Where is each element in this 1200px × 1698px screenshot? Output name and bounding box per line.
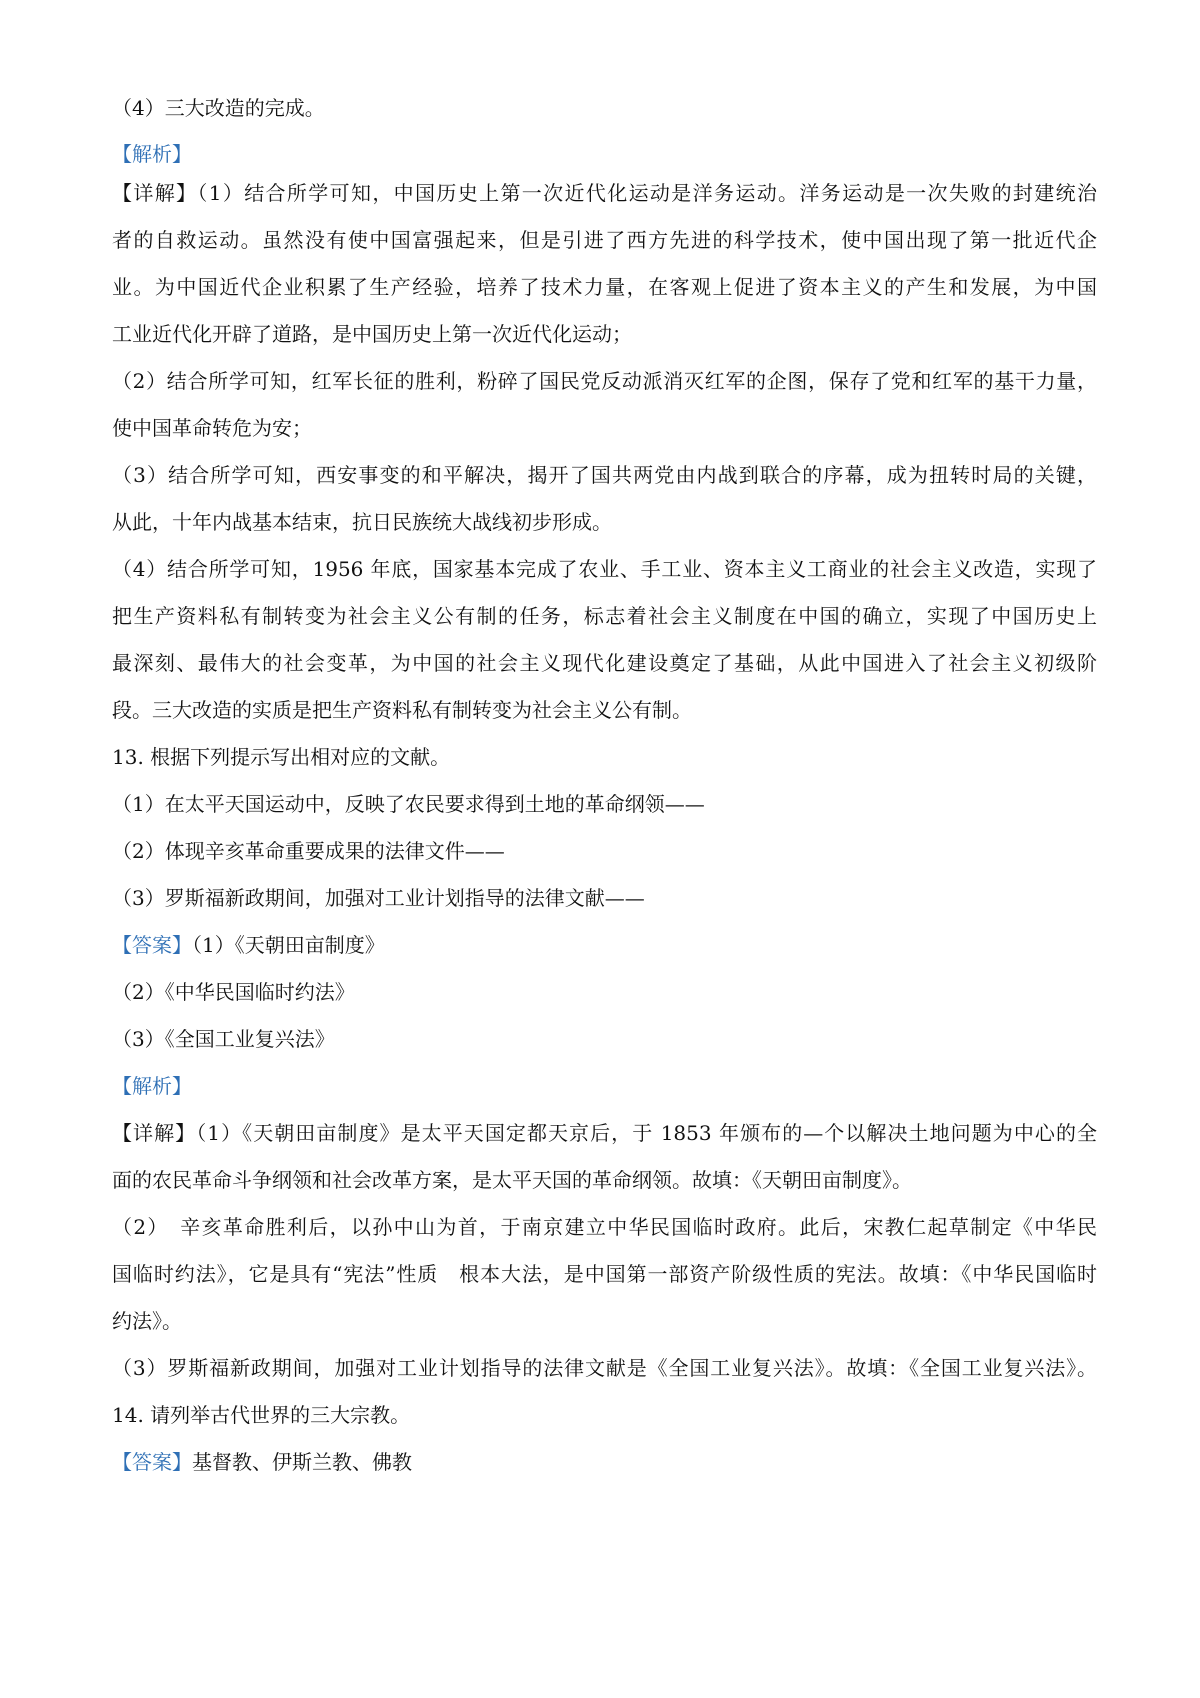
detail-block-1 (112, 170, 1097, 1486)
text: 国临时约法》，它是具有“宪法”性质 根本大法，是中国第一部资产阶级性质的宪法。故填：《中华民国临时 (112, 1262, 1097, 1286)
paragraph-line (112, 217, 1097, 264)
text: 基督教、伊斯兰教、佛教 (192, 1450, 412, 1474)
paragraph-line (112, 1345, 1097, 1392)
paragraph-line (112, 546, 1097, 593)
paragraph-line (112, 1110, 1097, 1157)
text: （2） 辛亥革命胜利后，以孙中山为首，于南京建立中华民国临时政府。此后，宋教仁起草制定《中华民 (112, 1215, 1097, 1239)
text: 面的农民革命斗争纲领和社会改革方案，是太平天国的革命纲领。故填：《天朝田亩制度》。 (112, 1168, 912, 1192)
text: 使中国革命转危为安； (112, 416, 312, 440)
text: 者的自救运动。虽然没有使中国富强起来，但是引进了西方先进的科学技术，使中国出现了第一批近代企 (112, 228, 1097, 252)
paragraph-line (112, 687, 1097, 734)
answer-line (112, 969, 1097, 1016)
text: 从此，十年内战基本结束，抗日民族统大战线初步形成。 (112, 510, 612, 534)
paragraph-line (112, 358, 1097, 405)
text: （1）《天朝田亩制度》是太平天国定都天京后，于 1853 年颁布的—个以解决土地问题为中心的全 (196, 1121, 1097, 1145)
paragraph-line (112, 593, 1097, 640)
question-13-part-1 (112, 781, 1097, 828)
analysis-tag: 【解析】 (112, 142, 192, 166)
text: （2）体现辛亥革命重要成果的法律文件—— (112, 839, 505, 863)
paragraph-line (112, 1251, 1097, 1298)
question-13-part-2 (112, 828, 1097, 875)
text: （1）《天朝田亩制度》 (192, 933, 385, 957)
question-14 (112, 1392, 1097, 1439)
analysis-tag: 【解析】 (112, 1074, 192, 1098)
answer-tag: 【答案】 (112, 933, 192, 957)
text: （3）《全国工业复兴法》 (112, 1027, 335, 1051)
text: （1）结合所学可知，中国历史上第一次近代化运动是洋务运动。洋务运动是一次失败的封建统治 (197, 181, 1097, 205)
paragraph-line (112, 1157, 1097, 1204)
text: 13. 根据下列提示写出相对应的文献。 (112, 745, 451, 769)
question-13-part-3 (112, 875, 1097, 922)
text: 14. 请列举古代世界的三大宗教。 (112, 1403, 411, 1427)
text: （2）《中华民国临时约法》 (112, 980, 355, 1004)
text: （3）结合所学可知，西安事变的和平解决，揭开了国共两党由内战到联合的序幕，成为扭转时局的关键， (112, 463, 1097, 487)
detail-tag: 【详解】 (112, 181, 198, 205)
text: 把生产资料私有制转变为社会主义公有制的任务，标志着社会主义制度在中国的确立，实现了中国历史上 (112, 604, 1097, 628)
paragraph-line (112, 264, 1097, 311)
text: （3）罗斯福新政期间，加强对工业计划指导的法律文献—— (112, 886, 645, 910)
paragraph-line (112, 1298, 1097, 1345)
text: 段。三大改造的实质是把生产资料私有制转变为社会主义公有制。 (112, 698, 692, 722)
text: （1）在太平天国运动中，反映了农民要求得到土地的革命纲领—— (112, 792, 705, 816)
paragraph-line (112, 405, 1097, 452)
analysis-heading (112, 140, 192, 168)
text: （3）罗斯福新政期间，加强对工业计划指导的法律文献是《全国工业复兴法》。故填：《全国工业复兴法》。 (112, 1356, 1097, 1380)
paragraph-line (112, 170, 1097, 217)
detail-tag: 【详解】 (112, 1121, 197, 1145)
answer-tag: 【答案】 (112, 1450, 192, 1474)
paragraph-line (112, 1204, 1097, 1251)
question-13 (112, 734, 1097, 781)
answer-line (112, 1016, 1097, 1063)
answer-line (112, 922, 1097, 969)
paragraph-line (112, 452, 1097, 499)
text: 工业近代化开辟了道路，是中国历史上第一次近代化运动； (112, 322, 632, 346)
text: （4）三大改造的完成。 (112, 96, 325, 120)
text: 最深刻、最伟大的社会变革，为中国的社会主义现代化建设奠定了基础，从此中国进入了社会主义初级阶 (112, 651, 1097, 675)
paragraph-line (112, 311, 1097, 358)
answer-line (112, 1439, 1097, 1486)
text: （4）结合所学可知，1956 年底，国家基本完成了农业、手工业、资本主义工商业的社会主义改造，实现了 (112, 557, 1097, 581)
text: 业。为中国近代企业积累了生产经验，培养了技术力量，在客观上促进了资本主义的产生和发展，为中国 (112, 275, 1097, 299)
text: 约法》。 (112, 1309, 182, 1333)
text: （2）结合所学可知，红军长征的胜利，粉碎了国民党反动派消灭红军的企图，保存了党和红军的基干力量， (112, 369, 1097, 393)
paragraph-line (112, 640, 1097, 687)
answer-item-4 (112, 94, 325, 122)
paragraph-line (112, 499, 1097, 546)
analysis-heading (112, 1063, 1097, 1110)
